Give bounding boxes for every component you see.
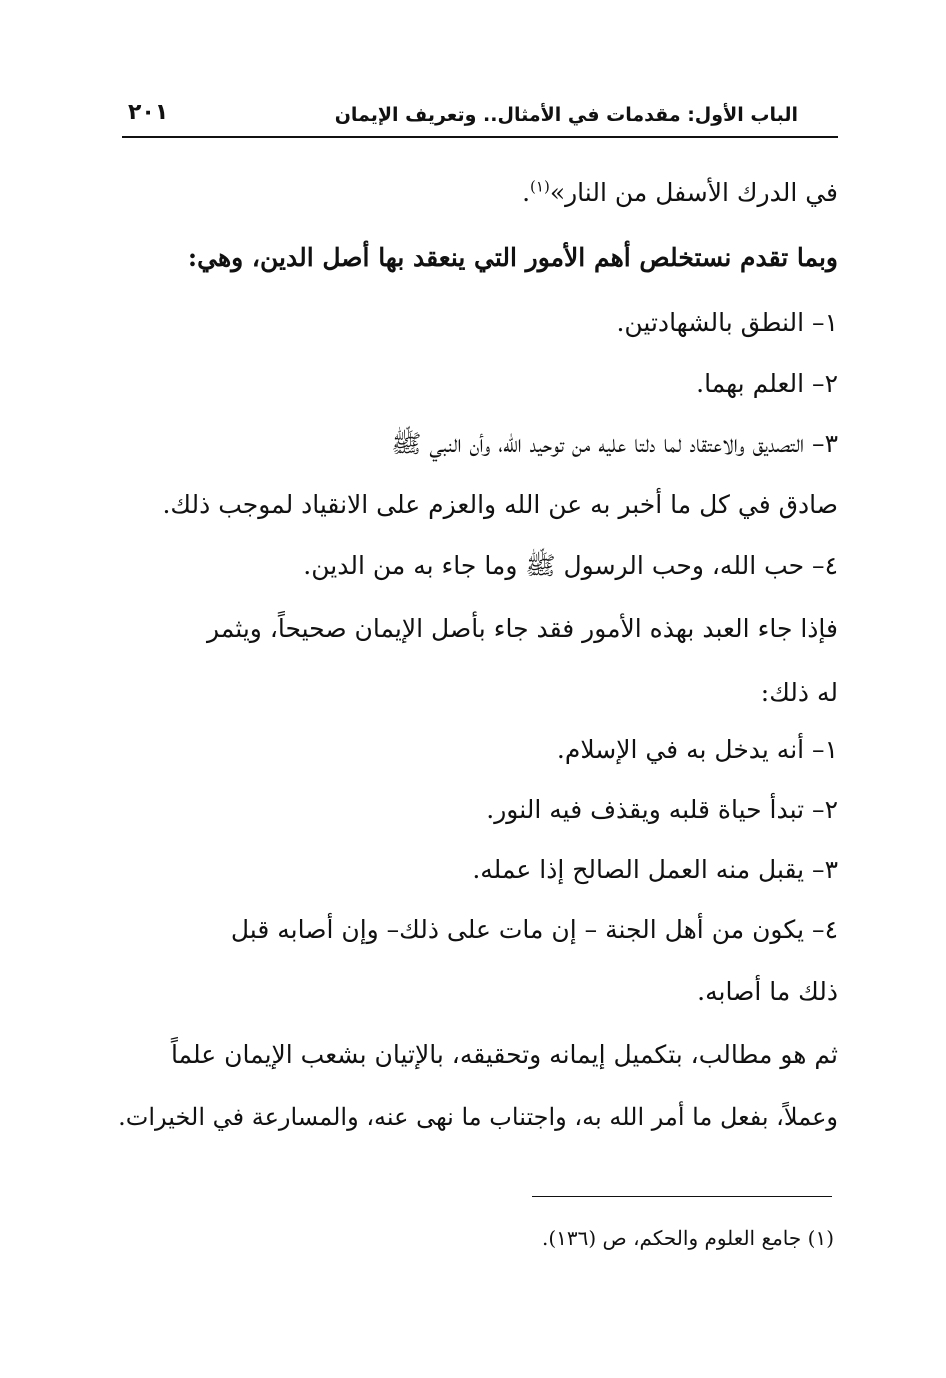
summary-heading: وبما تقدم نستخلص أهم الأمور التي ينعقد بها أصل الدين، وهي: [187, 243, 838, 272]
text-line [522, 178, 838, 207]
list-item: ٤– حب الله، وحب الرسول ﷺ وما جاء به من الدين. [303, 551, 838, 580]
list-item: ٣– التصديق والاعتقاد لما دلتا عليه من توحيد الله، وأن النبي ﷺ [391, 429, 838, 458]
list-item: ٢– تبدأ حياة قلبه ويقذف فيه النور. [486, 795, 838, 824]
text-line: صادق في كل ما أخبر به عن الله والعزم على الانقياد لموجب ذلك. [162, 490, 838, 519]
list-item: ٤– يكون من أهل الجنة – إن مات على ذلك– وإن أصابه قبل [230, 915, 838, 944]
footnote: (١) جامع العلوم والحكم، ص (١٣٦). [541, 1226, 834, 1250]
text-line: ثم هو مطالب، بتكميل إيمانه وتحقيقه، بالإتيان بشعب الإيمان علماً [170, 1040, 838, 1069]
header-divider [122, 136, 838, 138]
list-item: ٢– العلم بهما. [696, 369, 838, 398]
chapter-title: الباب الأول: مقدمات في الأمثال.. وتعريف الإيمان [334, 104, 798, 126]
running-header [128, 96, 838, 136]
list-item: ١– أنه يدخل به في الإسلام. [556, 735, 838, 764]
page-number: ٢٠١ [128, 100, 169, 125]
quote-period: . [522, 178, 531, 207]
quote-ending: في الدرك الأسفل من النار» [549, 178, 838, 207]
list-item: ١– النطق بالشهادتين. [616, 308, 838, 337]
text-line: ذلك ما أصابه. [697, 977, 838, 1006]
text-line: فإذا جاء العبد بهذه الأمور فقد جاء بأصل الإيمان صحيحاً، ويثمر [207, 614, 838, 643]
footnote-divider [532, 1196, 832, 1197]
text-line: وعملاً، بفعل ما أمر الله به، واجتناب ما نهى عنه، والمسارعة في الخيرات. [118, 1103, 838, 1131]
list-item: ٣– يقبل منه العمل الصالح إذا عمله. [472, 855, 838, 884]
text-line: له ذلك: [760, 678, 838, 707]
footnote-reference: (١) [530, 177, 550, 196]
